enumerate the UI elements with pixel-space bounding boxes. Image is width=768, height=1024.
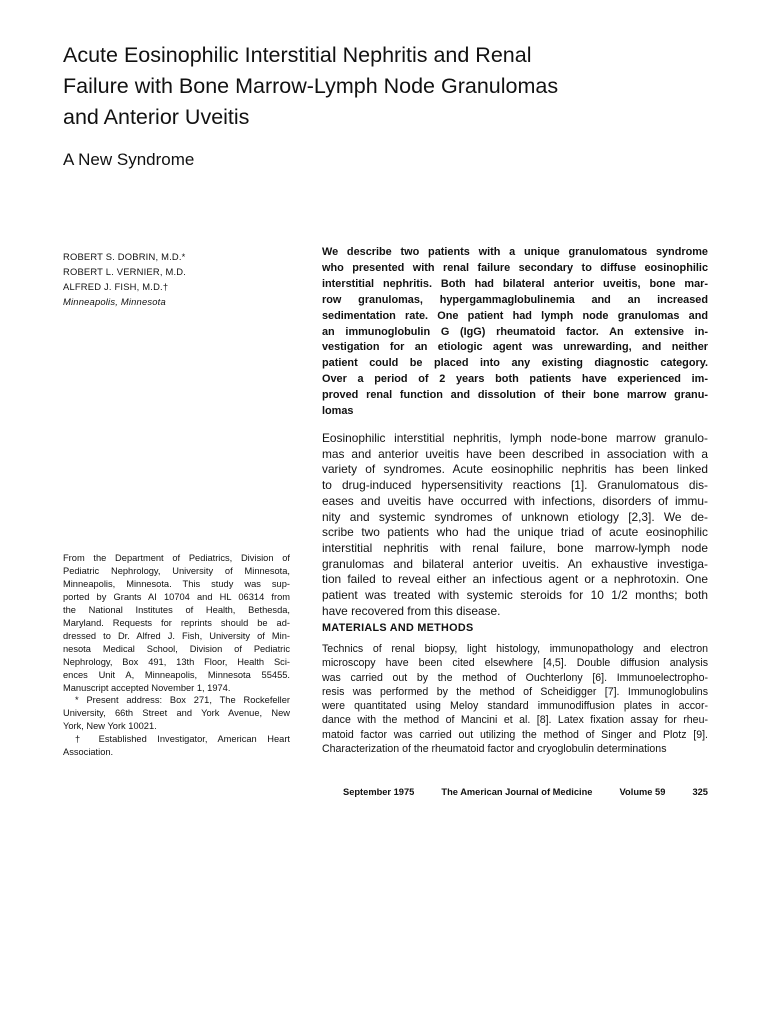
body-line: patient was treated with systemic steroids for 10 1/2 months; both xyxy=(322,588,708,603)
methods-line: microscopy have been cited elsewhere [4,5]. Double diffusion analysis xyxy=(322,657,708,670)
abstract-line: We describe two patients with a unique granulomatous syndrome xyxy=(322,246,708,258)
title-line: and Anterior Uveitis xyxy=(63,105,250,129)
page-number: 325 xyxy=(692,787,708,797)
body-line: mas and anterior uveitis have been described in association with a xyxy=(322,446,708,461)
abstract-line: row granulomas, hypergammaglobulinemia and an increased xyxy=(322,293,708,306)
affiliation-line: Pediatric Nephrology, University of Minnesota, xyxy=(63,565,290,576)
body-line: Eosinophilic interstitial nephritis, lymph node-bone marrow granulo- xyxy=(322,431,708,445)
methods-line: dance with the method of Mancini et al. [8]. Latex fixation assay for rheu- xyxy=(322,714,708,727)
affiliation-line: Association. xyxy=(63,747,114,758)
affiliation-line: From the Department of Pediatrics, Division of xyxy=(63,553,290,563)
page-footer xyxy=(343,787,708,797)
body-line: granulomas and bilateral anterior uveitis. An exhaustive investiga- xyxy=(322,556,708,571)
article-subtitle: A New Syndrome xyxy=(63,150,195,169)
body-line: interstitial nephritis with renal failure, bone marrow-lymph node xyxy=(322,540,708,555)
author-location: Minneapolis, Minnesota xyxy=(63,296,166,307)
methods-line: were quantitated using Meloy standard immunodiffusion plates in accor- xyxy=(322,700,708,713)
body-line: nity and systemic syndromes of unknown etiology [2,3]. We de- xyxy=(322,509,708,524)
abstract-line: an immunoglobulin G (IgG) rheumatoid factor. An extensive in- xyxy=(322,325,708,338)
affiliation-footnote xyxy=(63,552,290,759)
affiliation-line: York, New York 10021. xyxy=(63,721,157,732)
methods-text xyxy=(322,642,708,756)
methods-line: was carried out by the method of Ouchterlony [6]. Immunoelectropho- xyxy=(322,671,708,684)
author-name: ROBERT L. VERNIER, M.D. xyxy=(63,266,187,277)
footer-date: September 1975 xyxy=(343,787,415,797)
affiliation-line: University, 66th Street and York Avenue, New xyxy=(63,708,290,719)
affiliation-line: * Present address: Box 271, The Rockefeller xyxy=(75,695,290,706)
affiliation-line: Manuscript accepted November 1, 1974. xyxy=(63,682,231,693)
affiliation-line: ences Unit A, Minneapolis, Minnesota 55455. xyxy=(63,669,290,680)
methods-line: Technics of renal biopsy, light histology, immunopathology and electron xyxy=(322,643,708,655)
abstract-line: proved renal function and dissolution of their bone marrow granu- xyxy=(322,389,708,402)
body-line: tion failed to reveal either an infectious agent or a nephrotoxin. One xyxy=(322,572,708,587)
methods-line: resis was performed by the method of Scheidigger [7]. Immunoglobulins xyxy=(322,685,708,698)
affiliation-line: Maryland. Requests for reprints should be ad- xyxy=(63,617,290,628)
body-line: to drug-induced hypersensitivity reactions [1]. Granulomatous dis- xyxy=(322,478,708,493)
title-line: Acute Eosinophilic Interstitial Nephritis and Renal xyxy=(63,43,532,67)
affiliation-line: nesota Medical School, Division of Pediatric xyxy=(63,643,290,654)
introduction-text xyxy=(322,431,708,619)
abstract-line: vestigation for an etiologic agent was unrewarding, and neither xyxy=(322,341,708,354)
affiliation-line: ported by Grants AI 10704 and HL 06314 from xyxy=(63,591,290,602)
abstract-line: sedimentation rate. One patient had lymph node granulomas and xyxy=(322,309,708,322)
abstract-line: who presented with renal failure secondary to diffuse eosinophilic xyxy=(322,261,708,274)
abstract-line: patient could be placed into any existing diagnostic category. xyxy=(322,357,708,370)
author-name: ALFRED J. FISH, M.D.† xyxy=(63,281,169,292)
footer-volume: Volume 59 xyxy=(619,787,666,797)
affiliation-line: Minneapolis, Minnesota. This study was sup- xyxy=(63,578,290,589)
body-line: variety of syndromes. Acute eosinophilic nephritis has been linked xyxy=(322,462,708,477)
body-line: scribe two patients who had the unique triad of acute eosinophilic xyxy=(322,525,708,540)
methods-line: Characterization of the rheumatoid factor and cryoglobulin determinations xyxy=(322,743,667,756)
footer-journal: The American Journal of Medicine xyxy=(441,787,593,797)
article-title xyxy=(63,40,703,133)
body-line: have recovered from this disease. xyxy=(322,603,501,618)
abstract-line: Over a period of 2 years both patients have experienced im- xyxy=(322,373,708,386)
section-heading-methods: MATERIALS AND METHODS xyxy=(322,622,474,634)
methods-line: matoid factor was carried out utilizing the method of Singer and Plotz [9]. xyxy=(322,728,708,741)
author-name: ROBERT S. DOBRIN, M.D.* xyxy=(63,251,186,262)
affiliation-line: † Established Investigator, American Heart xyxy=(75,734,290,745)
abstract-line: lomas xyxy=(322,405,354,418)
abstract-line: interstitial nephritis. Both had bilateral anterior uveitis, bone mar- xyxy=(322,277,708,290)
affiliation-line: dressed to Dr. Alfred J. Fish, University of Min- xyxy=(63,630,290,641)
title-line: Failure with Bone Marrow-Lymph Node Granulomas xyxy=(63,74,559,98)
affiliation-line: the National Institutes of Health, Bethesda, xyxy=(63,604,290,615)
author-list xyxy=(63,249,303,309)
affiliation-line: Nephrology, Box 491, 13th Floor, Health Sci- xyxy=(63,656,290,667)
abstract xyxy=(322,245,708,420)
body-line: eases and uveitis have occurred with infections, disorders of immu- xyxy=(322,493,708,508)
